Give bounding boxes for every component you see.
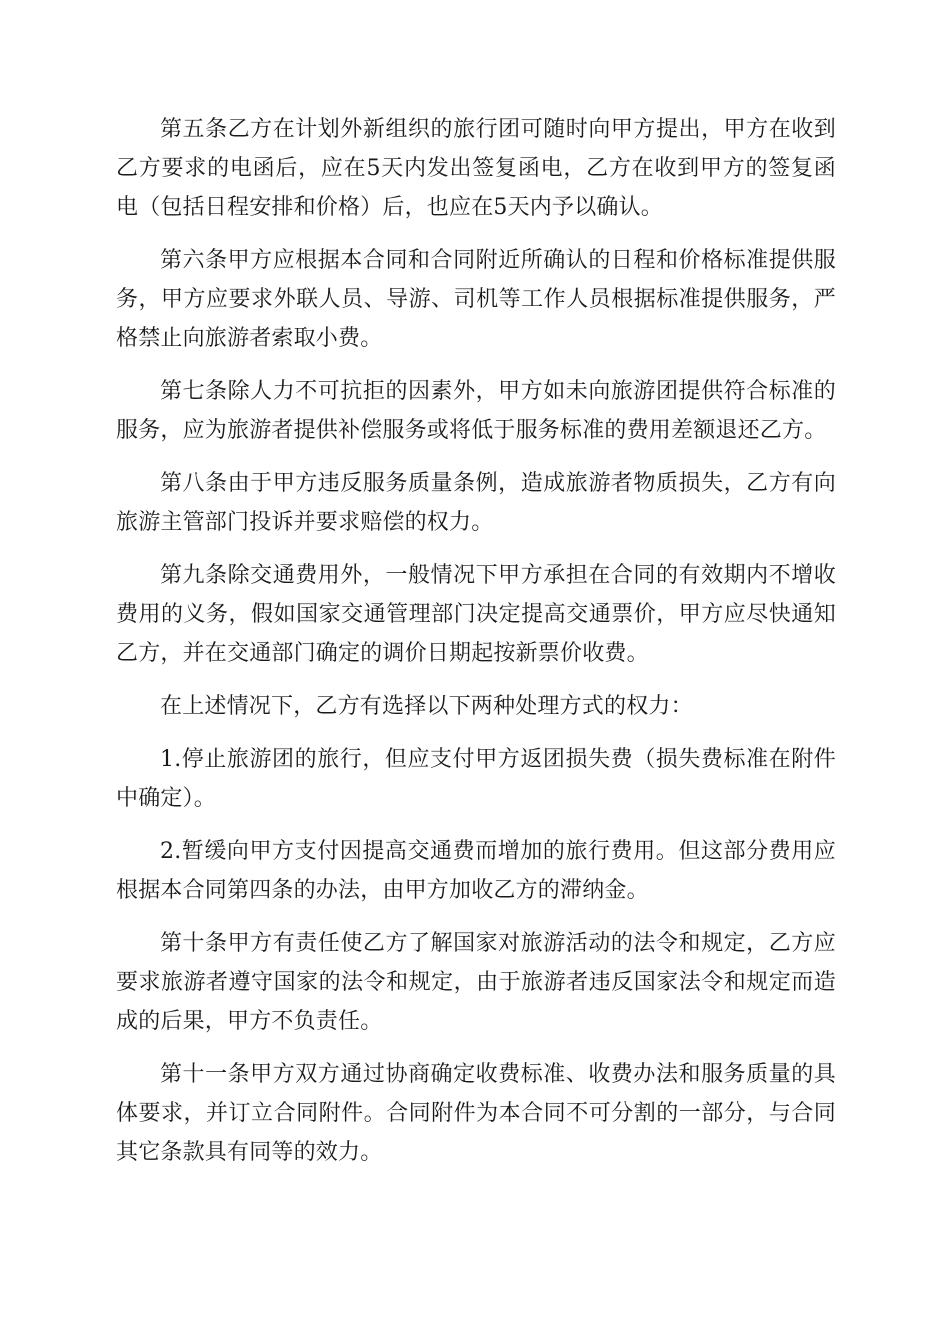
article-7-paragraph: 第七条除人力不可抗拒的因素外，甲方如未向旅游团提供符合标准的服务，应为旅游者提供补偿服务或将低于服务标准的费用差额退还乙方。 — [116, 379, 836, 443]
document-body — [116, 110, 836, 1186]
article-9-paragraph: 第九条除交通费用外，一般情况下甲方承担在合同的有效期内不增收费用的义务，假如国家交通管理部门决定提高交通票价，甲方应尽快通知乙方，并在交通部门确定的调价日期起按新票价收费。 — [116, 563, 836, 666]
article-6-paragraph: 第六条甲方应根据本合同和合同附近所确认的日程和价格标准提供服务，甲方应要求外联人员、导游、司机等工作人员根据标准提供服务，严格禁止向旅游者索取小费。 — [116, 248, 836, 351]
option-2-paragraph: 2.暂缓向甲方支付因提高交通费而增加的旅行费用。但这部分费用应根据本合同第四条的办法，由甲方加收乙方的滞纳金。 — [116, 839, 836, 903]
article-8-paragraph: 第八条由于甲方违反服务质量条例，造成旅游者物质损失，乙方有向旅游主管部门投诉并要求赔偿的权力。 — [116, 471, 836, 535]
article-10-paragraph: 第十条甲方有责任使乙方了解国家对旅游活动的法令和规定，乙方应要求旅游者遵守国家的法令和规定，由于旅游者违反国家法令和规定而造成的后果，甲方不负责任。 — [116, 931, 836, 1034]
options-intro-paragraph: 在上述情况下，乙方有选择以下两种处理方式的权力： — [160, 694, 693, 719]
article-11-paragraph: 第十一条甲方双方通过协商确定收费标准、收费办法和服务质量的具体要求，并订立合同附件。合同附件为本合同不可分割的一部分，与合同其它条款具有同等的效力。 — [116, 1062, 836, 1165]
option-1-paragraph: 1.停止旅游团的旅行，但应支付甲方返团损失费（损失费标准在附件中确定）。 — [116, 747, 836, 811]
article-5-paragraph: 第五条乙方在计划外新组织的旅行团可随时向甲方提出，甲方在收到乙方要求的电函后，应在5天内发出签复函电，乙方在收到甲方的签复函电（包括日程安排和价格）后，也应在5天内予以确认。 — [116, 117, 836, 220]
